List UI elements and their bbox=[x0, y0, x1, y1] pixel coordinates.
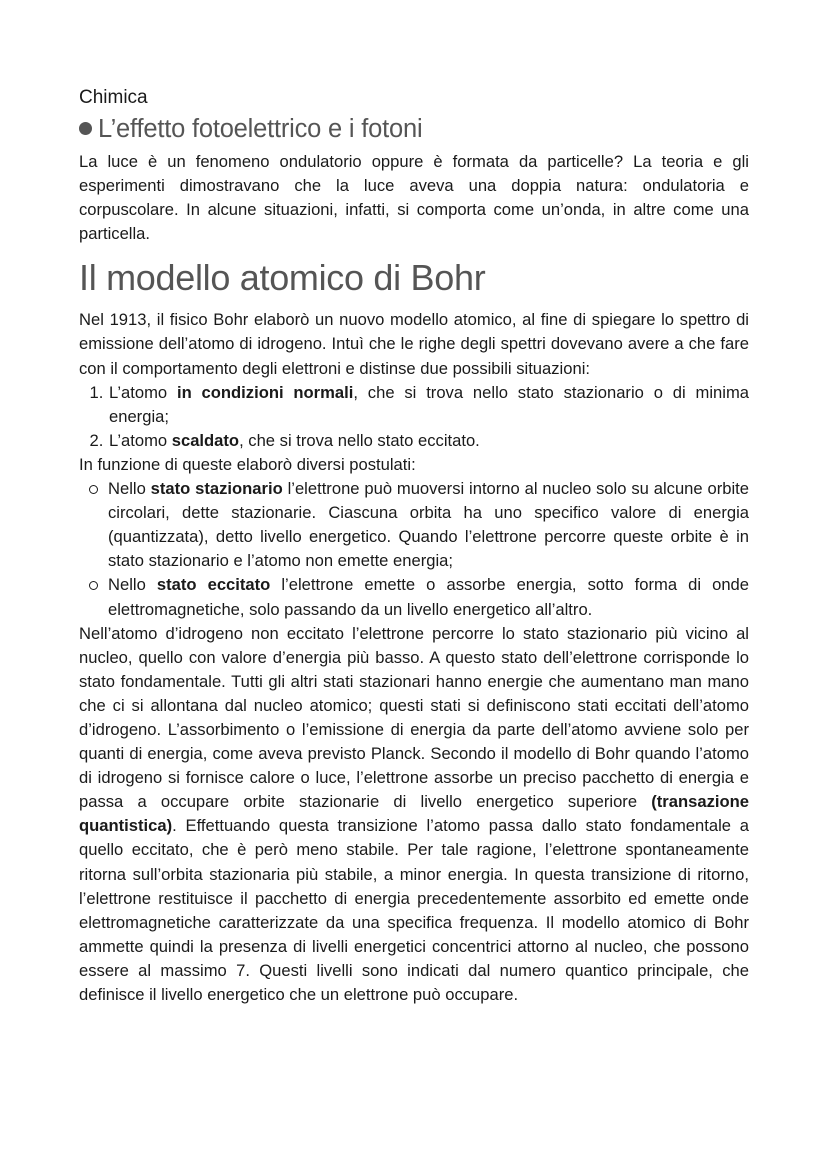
section-paragraph: La luce è un fenomeno ondulatorio oppure è formata da particelle? La teoria e gli esperimenti dimostravano che la luce aveva una doppia natura: ondulatoria e corpuscolare. In alcune situazioni, infatti, si comporta come un’onda, in altre come una particella. bbox=[79, 152, 749, 244]
postulates-intro: In funzione di queste elaborò diversi postulati: bbox=[79, 454, 416, 474]
situation-text: L’atomo bbox=[109, 430, 172, 450]
subject-label: Chimica bbox=[79, 87, 148, 108]
situation-text: L’atomo bbox=[109, 382, 177, 402]
postulate-item bbox=[108, 477, 749, 573]
postulate-bold: stato stazionario bbox=[150, 479, 283, 499]
body-text: . Effettuando questa transizione l’atomo passa dallo stato fondamentale a quello eccitato, che è però meno stabile. Per tale ragione, l’elettrone spontaneamente ritorna sull’orbita stazionaria più stabile, a minor energia. In questa transizione di ritorno, l’elettrone restituisce il pacchetto di energia precedentemente assorbito ed emette onde elettromagnetiche caratterizzate da una specifica frequenza. Il modello atomico di Bohr ammette quindi la presenza di livelli energetici concentrici attorno al nucleo, che possono essere al massimo 7. Questi livelli sono indicati dal numero quantico principale, che definisce il livello energetico che un elettrone può occupare. bbox=[79, 816, 749, 1004]
situation-item bbox=[108, 381, 749, 429]
body-text: Nell’atomo d’idrogeno non eccitato l’elettrone percorre lo stato stazionario più vicino al nucleo, quello con valore d’energia più basso. A questo stato dell’elettrone corrisponde lo stato fondamentale. Tutti gli altri stati stazionari hanno energie che aumentano man mano che ci si allontana dal nucleo atomico; questi stati si definiscono stati eccitati dell’atomo d’idrogeno. L’assorbimento o l’emissione di energia da parte dell’atomo avviene solo per quanti di energia, come aveva previsto Planck. Secondo il modello di Bohr quando l’atomo di idrogeno si fornisce calore o luce, l’elettrone assorbe un preciso pacchetto di energia e passa a occupare orbite stazionarie di livello energetico superiore bbox=[79, 623, 749, 812]
postulate-bold: stato eccitato bbox=[156, 575, 271, 595]
situation-bold: in condizioni normali bbox=[176, 382, 354, 402]
postulate-text: Nello bbox=[108, 479, 151, 499]
circle-bullet-icon bbox=[89, 581, 98, 590]
body-paragraph bbox=[79, 622, 749, 1008]
circle-bullet-icon bbox=[89, 485, 98, 494]
body-bold: (transazione quantistica) bbox=[79, 792, 749, 836]
situation-text: , che si trova nello stato eccitato. bbox=[239, 430, 480, 450]
section-heading bbox=[79, 112, 749, 146]
postulates-list bbox=[79, 477, 749, 622]
bullet-dot-icon bbox=[79, 122, 92, 135]
section-heading-text: L’effetto fotoelettrico e i fotoni bbox=[98, 115, 423, 143]
postulate-text: Nello bbox=[108, 575, 157, 595]
intro-paragraph: Nel 1913, il fisico Bohr elaborò un nuovo modello atomico, al fine di spiegare lo spettro di emissione dell’atomo di idrogeno. Intuì che le righe degli spettri dovevano avere a che fare con il comportamento degli elettroni e distinse due possibili situazioni: bbox=[79, 310, 749, 378]
situation-text: , che si trova nello stato stazionario o di minima energia; bbox=[109, 382, 749, 426]
situation-item bbox=[108, 429, 749, 453]
page-title: Il modello atomico di Bohr bbox=[79, 257, 486, 299]
postulate-text: l’elettrone può muoversi intorno al nucleo solo su alcune orbite circolari, dette stazionarie. Ciascuna orbita ha uno specifico valore di energia (quantizzata), detto livello energetico. Quando l’elettrone percorre queste orbite è in stato stazionario e l’atomo non emette energia; bbox=[108, 479, 749, 571]
situations-list bbox=[79, 381, 749, 453]
postulate-text: l’elettrone emette o assorbe energia, sotto forma di onde elettromagnetiche, solo passando da un livello energetico all’altro. bbox=[108, 575, 749, 619]
situation-bold: scaldato bbox=[171, 430, 240, 450]
postulate-item bbox=[108, 573, 749, 621]
